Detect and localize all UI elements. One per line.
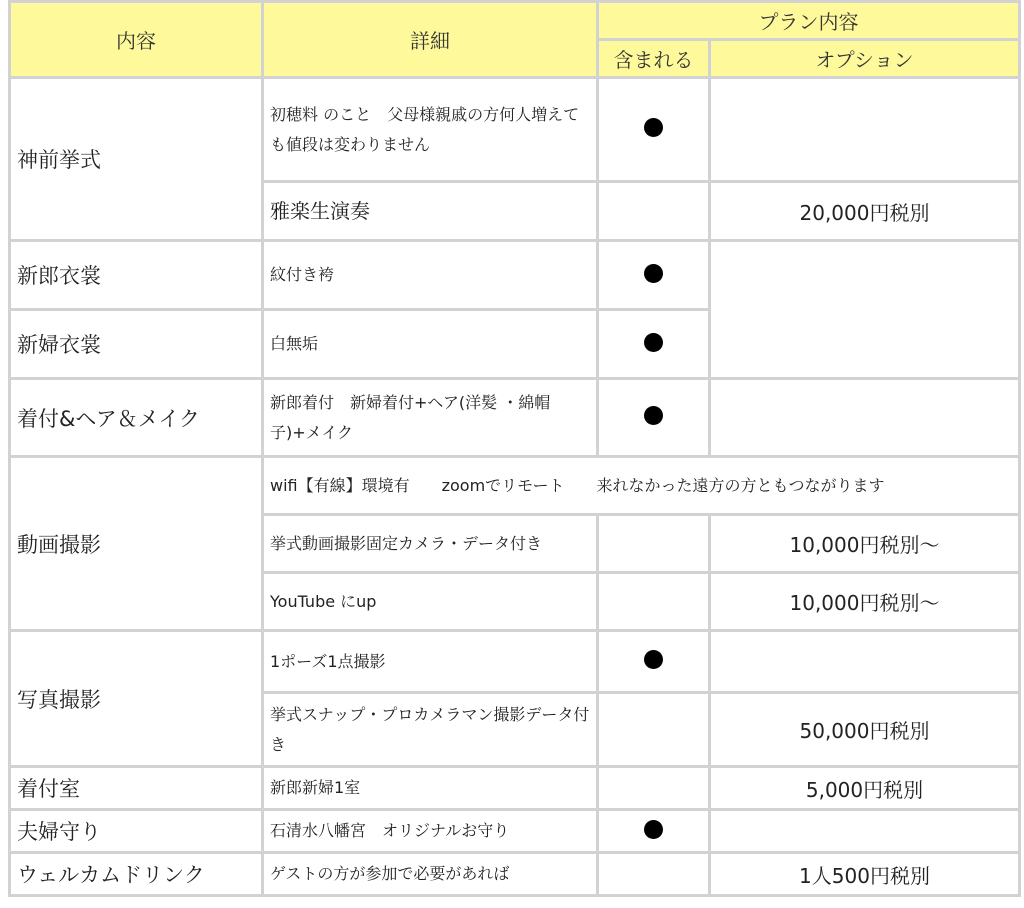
detail-cell: 挙式動画撮影固定カメラ・データ付き [263, 515, 598, 573]
category-douga: 動画撮影 [10, 457, 263, 631]
included-cell [598, 241, 710, 310]
table-row [10, 379, 1020, 457]
option-cell [710, 631, 1020, 693]
included-dot-icon [644, 118, 663, 137]
option-price: 50,000円税別 [710, 693, 1020, 767]
header-plan: プラン内容 [598, 2, 1020, 40]
table-row [10, 631, 1020, 693]
included-dot-icon [644, 264, 663, 283]
included-cell [598, 767, 710, 810]
included-dot-icon [644, 820, 663, 839]
option-price: 5,000円税別 [710, 767, 1020, 810]
option-price: 10,000円税別～ [710, 515, 1020, 573]
detail-cell-wide: wifi【有線】環境有 zoomでリモート 来れなかった遠方の方ともつながります [263, 457, 1020, 515]
table-row [10, 810, 1020, 853]
option-price: 20,000円税別 [710, 182, 1020, 241]
included-cell [598, 182, 710, 241]
included-cell [598, 379, 710, 457]
detail-cell: 石清水八幡宮 オリジナルお守り [263, 810, 598, 853]
header-detail: 詳細 [263, 2, 598, 78]
included-dot-icon [644, 650, 663, 669]
header-included: 含まれる [598, 40, 710, 78]
detail-cell: ゲストの方が参加で必要があれば [263, 853, 598, 896]
included-cell [598, 853, 710, 896]
header-content: 内容 [10, 2, 263, 78]
option-price: 10,000円税別～ [710, 573, 1020, 631]
table-row [10, 241, 1020, 310]
category-omamori: 夫婦守り [10, 810, 263, 853]
detail-cell: 白無垢 [263, 310, 598, 379]
detail-cell: 新郎着付 新婦着付+ヘア(洋髪 ・綿帽子)+メイク [263, 379, 598, 457]
table-row [10, 853, 1020, 896]
detail-cell: 1ポーズ1点撮影 [263, 631, 598, 693]
option-cell [710, 78, 1020, 182]
detail-cell: 新郎新婦1室 [263, 767, 598, 810]
category-shinro: 新郎衣裳 [10, 241, 263, 310]
included-cell [598, 515, 710, 573]
included-cell [598, 573, 710, 631]
header-row [10, 2, 1020, 40]
detail-cell: YouTube にup [263, 573, 598, 631]
detail-cell: 雅楽生演奏 [263, 182, 598, 241]
category-shashin: 写真撮影 [10, 631, 263, 767]
category-shinzen: 神前挙式 [10, 78, 263, 241]
option-price: 1人500円税別 [710, 853, 1020, 896]
detail-cell: 初穂料 のこと 父母様親戚の方何人増えても値段は変わりません [263, 78, 598, 182]
included-cell [598, 631, 710, 693]
option-cell [710, 241, 1020, 379]
detail-cell: 挙式スナップ・プロカメラマン撮影データ付き [263, 693, 598, 767]
category-drink: ウェルカムドリンク [10, 853, 263, 896]
category-kitsukeshitsu: 着付室 [10, 767, 263, 810]
included-cell [598, 310, 710, 379]
included-cell [598, 78, 710, 182]
option-cell [710, 810, 1020, 853]
category-kitsuke: 着付&ヘア＆メイク [10, 379, 263, 457]
included-cell [598, 810, 710, 853]
header-option: オプション [710, 40, 1020, 78]
included-dot-icon [644, 333, 663, 352]
table-row [10, 78, 1020, 182]
included-cell [598, 693, 710, 767]
detail-cell: 紋付き袴 [263, 241, 598, 310]
option-cell [710, 379, 1020, 457]
table-row [10, 767, 1020, 810]
included-dot-icon [644, 406, 663, 425]
table-row [10, 457, 1020, 515]
plan-table [8, 0, 1021, 897]
category-shinpu: 新婦衣裳 [10, 310, 263, 379]
